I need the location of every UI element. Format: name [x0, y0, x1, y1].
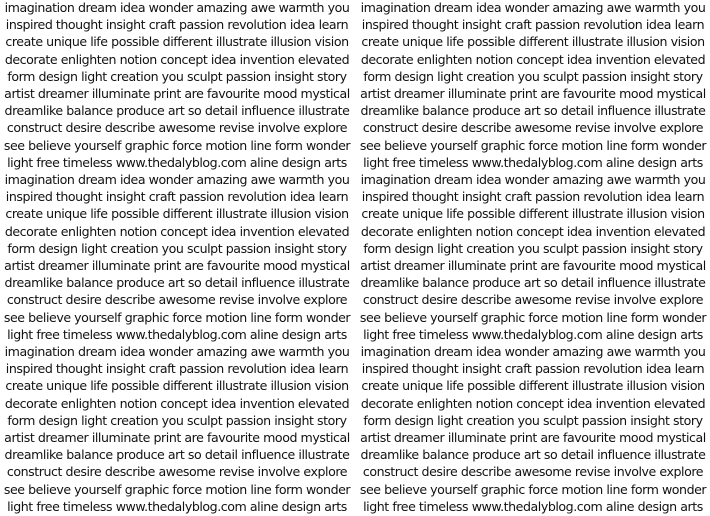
text-row-left: decorate enlighten notion concept idea invention elevated — [4, 51, 350, 67]
text-row — [0, 240, 710, 259]
text-row-left: light free timeless www.thedalyblog.com aline design arts — [7, 326, 347, 342]
text-row-left: construct desire describe awesome revise involve explore — [6, 120, 348, 136]
text-row — [0, 274, 710, 293]
text-row-left: imagination dream idea wonder amazing awe warmth you — [4, 0, 350, 15]
text-row-right: artist dreamer illuminate print are favourite mood mystical — [360, 430, 706, 445]
text-row-left: light free timeless www.thedalyblog.com aline design arts — [7, 154, 347, 170]
text-row — [0, 85, 710, 104]
text-row-right: see believe yourself graphic force motion line form wonder — [359, 309, 707, 325]
text-row-left: artist dreamer illuminate print are favourite mood mystical — [4, 86, 350, 101]
text-row — [0, 291, 710, 310]
text-row-left: construct desire describe awesome revise involve explore — [6, 464, 348, 480]
text-row — [0, 326, 710, 345]
text-row-left: form design light creation you sculpt passion insight story — [7, 240, 347, 256]
text-row-left: construct desire describe awesome revise involve explore — [6, 292, 348, 308]
text-row-right: form design light creation you sculpt passion insight story — [363, 68, 703, 84]
text-row-right: construct desire describe awesome revise involve explore — [362, 120, 704, 136]
text-row-right: construct desire describe awesome revise involve explore — [362, 464, 704, 480]
text-row — [0, 360, 710, 379]
text-row — [0, 68, 710, 87]
text-row-right: form design light creation you sculpt passion insight story — [363, 240, 703, 256]
text-row — [0, 16, 710, 35]
text-row-left: imagination dream idea wonder amazing awe warmth you — [4, 344, 350, 359]
text-row-right: light free timeless www.thedalyblog.com aline design arts — [363, 154, 703, 170]
text-row-left: inspired thought insight craft passion revolution idea learn — [5, 361, 349, 377]
text-row-left: light free timeless www.thedalyblog.com aline design arts — [7, 498, 347, 514]
text-row-left: dreamlike balance produce art so detail influence illustrate — [4, 447, 350, 463]
text-row — [0, 377, 710, 396]
text-row-right: artist dreamer illuminate print are favourite mood mystical — [360, 86, 706, 101]
text-row — [0, 137, 710, 156]
text-row — [0, 188, 710, 207]
text-row-right: light free timeless www.thedalyblog.com aline design arts — [363, 326, 703, 342]
text-row-left: imagination dream idea wonder amazing awe warmth you — [4, 172, 350, 187]
text-row-right: dreamlike balance produce art so detail influence illustrate — [360, 447, 706, 463]
text-row-right: inspired thought insight craft passion revolution idea learn — [361, 189, 705, 205]
text-row — [0, 309, 710, 328]
text-row — [0, 33, 710, 52]
text-row — [0, 463, 710, 482]
text-row-right: construct desire describe awesome revise involve explore — [362, 292, 704, 308]
text-row-left: dreamlike balance produce art so detail influence illustrate — [4, 103, 350, 119]
text-row-right: dreamlike balance produce art so detail influence illustrate — [360, 103, 706, 119]
text-row-left: decorate enlighten notion concept idea invention elevated — [4, 395, 350, 411]
text-row — [0, 343, 710, 362]
text-row-right: inspired thought insight craft passion revolution idea learn — [361, 17, 705, 33]
text-row — [0, 154, 710, 173]
text-row-left: inspired thought insight craft passion revolution idea learn — [5, 17, 349, 33]
text-row-left: dreamlike balance produce art so detail influence illustrate — [4, 275, 350, 291]
text-row-left: decorate enlighten notion concept idea invention elevated — [4, 223, 350, 239]
text-row-left: create unique life possible different illustrate illusion vision — [5, 34, 349, 50]
text-row-left: see believe yourself graphic force motion line form wonder — [3, 309, 351, 325]
text-row — [0, 498, 710, 516]
text-row-right: imagination dream idea wonder amazing awe warmth you — [360, 344, 706, 359]
text-row-right: see believe yourself graphic force motion line form wonder — [359, 481, 707, 497]
text-row-right: artist dreamer illuminate print are favourite mood mystical — [360, 258, 706, 273]
text-row-right: dreamlike balance produce art so detail influence illustrate — [360, 275, 706, 291]
text-row — [0, 205, 710, 224]
text-row-right: decorate enlighten notion concept idea invention elevated — [360, 223, 706, 239]
text-row-right: light free timeless www.thedalyblog.com aline design arts — [363, 498, 703, 514]
text-row-left: see believe yourself graphic force motion line form wonder — [3, 137, 351, 153]
text-row-left: form design light creation you sculpt passion insight story — [7, 412, 347, 428]
text-row — [0, 257, 710, 276]
text-row-right: create unique life possible different illustrate illusion vision — [361, 206, 705, 222]
text-row — [0, 171, 710, 190]
text-row — [0, 119, 710, 138]
text-row-right: create unique life possible different illustrate illusion vision — [361, 34, 705, 50]
text-row-right: create unique life possible different illustrate illusion vision — [361, 378, 705, 394]
text-row — [0, 412, 710, 431]
text-row-right: form design light creation you sculpt passion insight story — [363, 412, 703, 428]
text-row — [0, 481, 710, 500]
text-row — [0, 429, 710, 448]
text-row — [0, 446, 710, 465]
text-row — [0, 223, 710, 242]
text-row-right: decorate enlighten notion concept idea invention elevated — [360, 395, 706, 411]
text-row — [0, 102, 710, 121]
text-row-left: see believe yourself graphic force motion line form wonder — [3, 481, 351, 497]
text-row — [0, 395, 710, 414]
text-row-left: create unique life possible different illustrate illusion vision — [5, 378, 349, 394]
text-row — [0, 51, 710, 70]
text-row-left: artist dreamer illuminate print are favourite mood mystical — [4, 258, 350, 273]
text-row-right: imagination dream idea wonder amazing awe warmth you — [360, 0, 706, 15]
text-row-right: imagination dream idea wonder amazing awe warmth you — [360, 172, 706, 187]
text-row-right: decorate enlighten notion concept idea invention elevated — [360, 51, 706, 67]
text-row-left: form design light creation you sculpt passion insight story — [7, 68, 347, 84]
text-row-left: inspired thought insight craft passion revolution idea learn — [5, 189, 349, 205]
text-row-left: artist dreamer illuminate print are favourite mood mystical — [4, 430, 350, 445]
text-row-right: see believe yourself graphic force motion line form wonder — [359, 137, 707, 153]
text-row-left: create unique life possible different illustrate illusion vision — [5, 206, 349, 222]
text-row-right: inspired thought insight craft passion revolution idea learn — [361, 361, 705, 377]
